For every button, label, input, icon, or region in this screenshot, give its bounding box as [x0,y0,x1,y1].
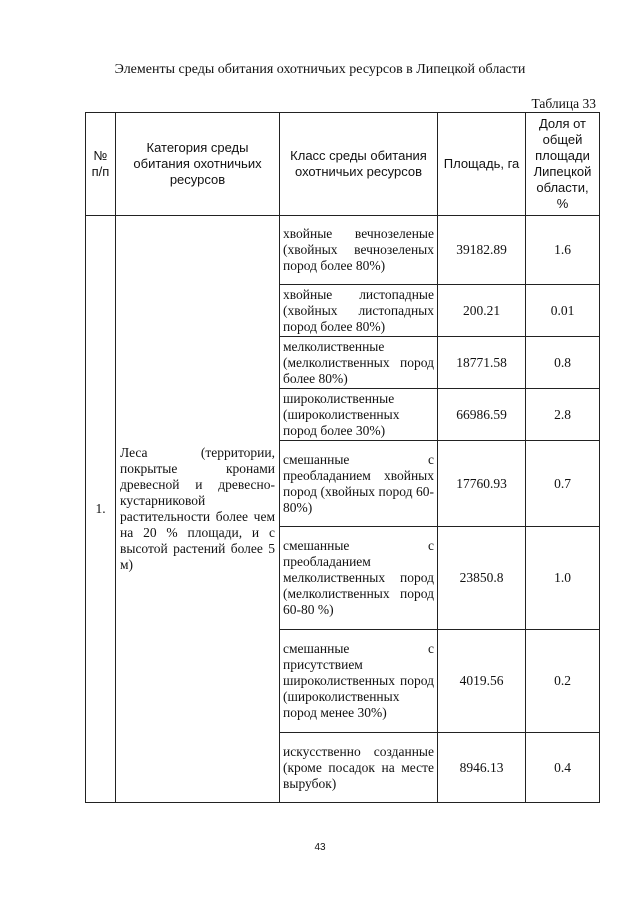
area-cell: 66986.59 [438,389,526,441]
class-cell: хвойные листопадные (хвойных листопадных пород более 80%) [280,285,438,337]
table-header-row [86,113,600,216]
area-cell: 39182.89 [438,216,526,285]
area-cell: 23850.8 [438,527,526,630]
header-number: № п/п [86,113,116,216]
area-cell: 18771.58 [438,337,526,389]
area-cell: 17760.93 [438,441,526,527]
row-number: 1. [86,216,116,803]
page-number: 43 [314,842,326,853]
class-cell: искусственно созданные (кроме посадок на месте вырубок) [280,733,438,803]
share-cell: 0.2 [526,630,600,733]
header-class: Класс среды обитания охотничьих ресурсов [280,113,438,216]
share-cell: 2.8 [526,389,600,441]
share-cell: 1.6 [526,216,600,285]
area-cell: 4019.56 [438,630,526,733]
class-cell: смешанные с преобладанием мелколиственных пород (мелколиственных пород 60-80 %) [280,527,438,630]
share-cell: 0.8 [526,337,600,389]
category-cell: Леса (территории, покрытые кронами древесной и древесно-кустарниковой растительности более чем на 20 % площади, и с высотой растений более 5 м) [116,216,280,803]
class-cell: смешанные с присутствием широколиственных пород (широколиственных пород менее 30%) [280,630,438,733]
share-cell: 0.01 [526,285,600,337]
table-label: Таблица 33 [531,96,596,111]
habitat-table [85,112,600,803]
share-cell: 0.7 [526,441,600,527]
class-cell: хвойные вечнозеленые (хвойных вечнозеленых пород более 80%) [280,216,438,285]
share-cell: 1.0 [526,527,600,630]
class-cell: смешанные с преобладанием хвойных пород (хвойных пород 60-80%) [280,441,438,527]
document-title: Элементы среды обитания охотничьих ресурсов в Липецкой области [114,62,526,77]
area-cell: 200.21 [438,285,526,337]
share-cell: 0.4 [526,733,600,803]
class-cell: широколиственные (широколиственных пород более 30%) [280,389,438,441]
header-area: Площадь, га [438,113,526,216]
header-share: Доля от общей площади Липецкой области, % [526,113,600,216]
class-cell: мелколиственные (мелколиственных пород более 80%) [280,337,438,389]
table-row [86,216,600,285]
header-category: Категория среды обитания охотничьих ресурсов [116,113,280,216]
area-cell: 8946.13 [438,733,526,803]
